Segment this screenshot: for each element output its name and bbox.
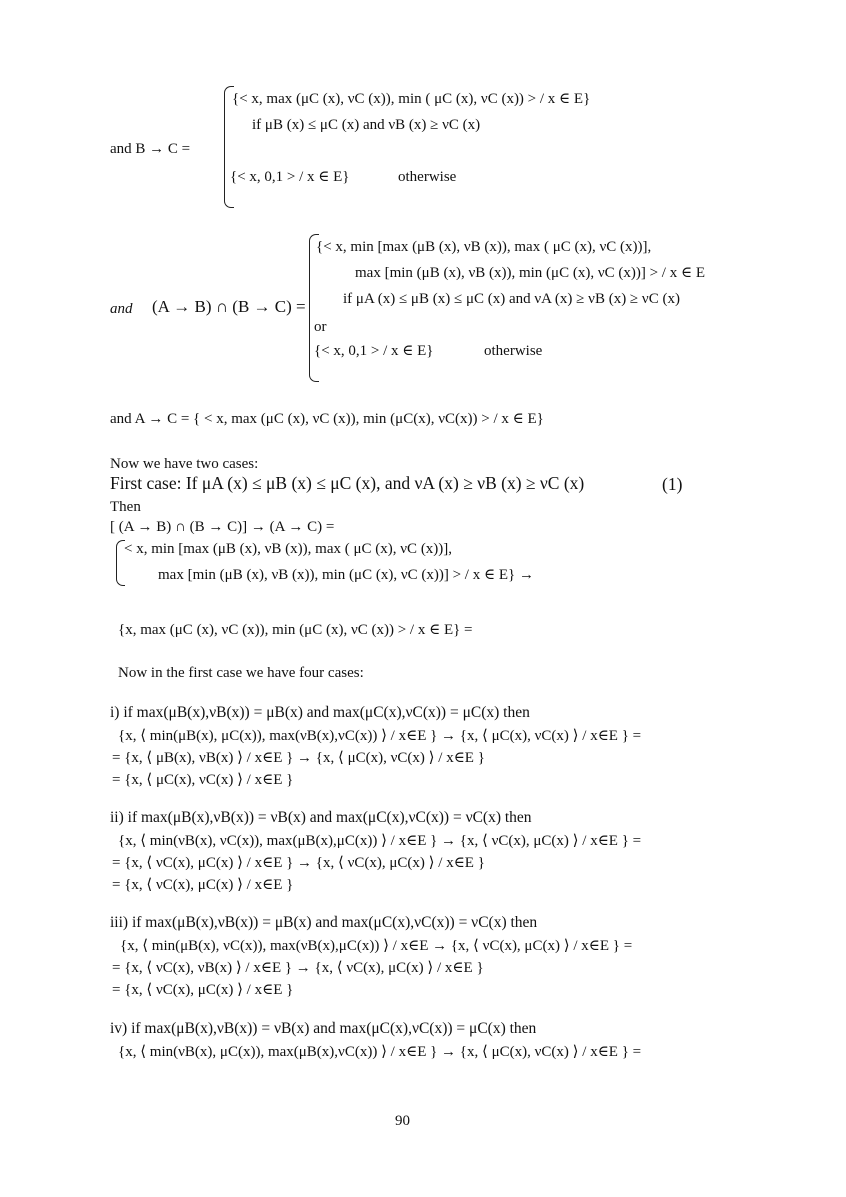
def-bc-lhs: and B → C = <box>110 141 191 157</box>
def-abbc-line3: if μA (x) ≤ μB (x) ≤ μC (x) and νA (x) ≥ νB (x) ≥ νC (x) <box>343 291 680 307</box>
case-ii-head: ii) if max(μB(x),νB(x)) = νB(x) and max(μC(x),νC(x)) = νC(x) then <box>110 809 532 826</box>
then-label: Then <box>110 499 141 515</box>
case-iv-l1: {x, ⟨ min(νB(x), μC(x)), max(μB(x),νC(x)) ⟩ / x∈E } → {x, ⟨ μC(x), νC(x) ⟩ / x∈E } = <box>118 1044 642 1060</box>
case-iv-head: iv) if max(μB(x),νB(x)) = νB(x) and max(μC(x),νC(x)) = μC(x) then <box>110 1020 537 1037</box>
def-bc-line3: {< x, 0,1 > / x ∈ E} <box>230 169 350 185</box>
case-i-l1: {x, ⟨ min(μB(x), μC(x)), max(νB(x),νC(x)) ⟩ / x∈E } → {x, ⟨ μC(x), νC(x) ⟩ / x∈E } = <box>118 728 642 744</box>
case-i-l2: = {x, ⟨ μB(x), νB(x) ⟩ / x∈E } → {x, ⟨ μC(x), νC(x) ⟩ / x∈E } <box>112 750 485 766</box>
case-iii-l1: {x, ⟨ min(μB(x), νC(x)), max(νB(x),μC(x)) ⟩ / x∈E → {x, ⟨ νC(x), μC(x) ⟩ / x∈E } = <box>120 938 633 954</box>
impl-line1: < x, min [max (μB (x), νB (x)), max ( μC (x), νC (x))], <box>124 541 453 557</box>
case-iii-l3: = {x, ⟨ νC(x), μC(x) ⟩ / x∈E } <box>112 982 294 998</box>
def-bc-line3-note: otherwise <box>398 169 457 185</box>
def-abbc-line1: {< x, min [max (μB (x), νB (x)), max ( μC (x), νC (x))], <box>316 239 652 255</box>
two-cases-heading: Now we have two cases: <box>110 456 259 472</box>
implication: [ (A → B) ∩ (B → C)] → (A → C) = <box>110 519 335 535</box>
case-ii-l3: = {x, ⟨ νC(x), μC(x) ⟩ / x∈E } <box>112 877 294 893</box>
case-iii-l2: = {x, ⟨ νC(x), νB(x) ⟩ / x∈E } → {x, ⟨ νC(x), μC(x) ⟩ / x∈E } <box>112 960 484 976</box>
case-i-l3: = {x, ⟨ μC(x), νC(x) ⟩ / x∈E } <box>112 772 294 788</box>
case-i-head: i) if max(μB(x),νB(x)) = μB(x) and max(μC(x),νC(x)) = μC(x) then <box>110 704 530 721</box>
first-case: First case: If μA (x) ≤ μB (x) ≤ μC (x), and νA (x) ≥ νB (x) ≥ νC (x) <box>110 473 585 493</box>
impl-line2: max [min (μB (x), νB (x)), min (μC (x), νC (x))] > / x ∈ E} → <box>158 567 534 583</box>
def-abbc-line5: {< x, 0,1 > / x ∈ E} <box>314 343 434 359</box>
case-ii-l2: = {x, ⟨ νC(x), μC(x) ⟩ / x∈E } → {x, ⟨ νC(x), μC(x) ⟩ / x∈E } <box>112 855 485 871</box>
four-cases-heading: Now in the first case we have four cases: <box>118 665 364 681</box>
result-line: {x, max (μC (x), νC (x)), min (μC (x), νC (x)) > / x ∈ E} = <box>118 622 473 638</box>
case-iii-head: iii) if max(μB(x),νB(x)) = μB(x) and max(μC(x),νC(x)) = νC(x) then <box>110 914 538 931</box>
def-bc-line2: if μB (x) ≤ μC (x) and νB (x) ≥ νC (x) <box>252 117 481 133</box>
def-abbc-and: and <box>110 301 133 317</box>
def-bc-line1: {< x, max (μC (x), νC (x)), min ( μC (x), νC (x)) > / x ∈ E} <box>232 91 591 107</box>
def-abbc-line2: max [min (μB (x), νB (x)), min (μC (x), νC (x))] > / x ∈ E <box>355 265 705 281</box>
def-abbc-line5-note: otherwise <box>484 343 543 359</box>
equation-number: (1) <box>662 474 683 494</box>
def-ac: and A → C = { < x, max (μC (x), νC (x)), min (μC(x), νC(x)) > / x ∈ E} <box>110 411 544 427</box>
page-number: 90 <box>395 1113 410 1129</box>
case-ii-l1: {x, ⟨ min(νB(x), νC(x)), max(μB(x),μC(x)) ⟩ / x∈E } → {x, ⟨ νC(x), μC(x) ⟩ / x∈E } = <box>118 833 642 849</box>
def-abbc-lhs: (A → B) ∩ (B → C) = <box>152 297 306 316</box>
def-abbc-or: or <box>314 319 327 335</box>
